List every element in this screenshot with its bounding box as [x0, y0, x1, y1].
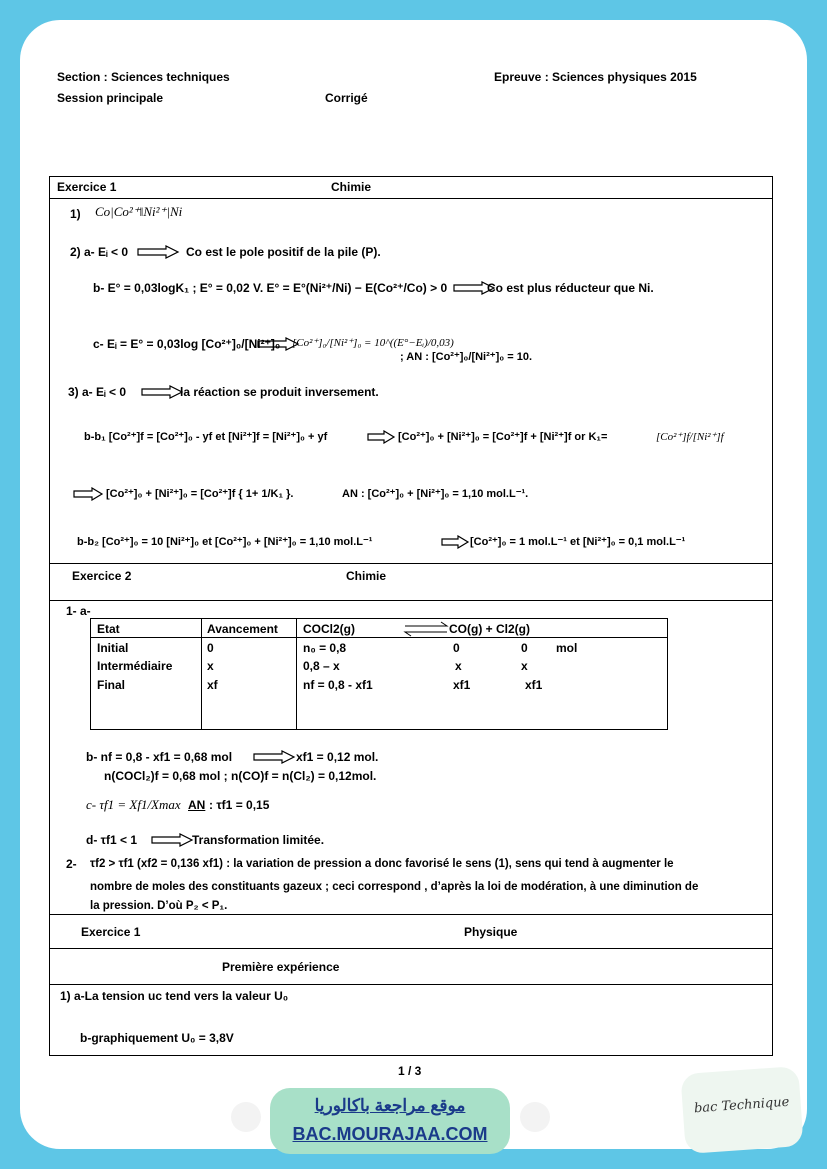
epreuve-label: Epreuve : Sciences physiques 2015	[494, 70, 697, 84]
divider	[49, 563, 772, 564]
answer-box	[49, 176, 773, 1056]
table-cell: Final	[97, 678, 126, 692]
q1d-conclusion: Transformation limitée.	[192, 833, 325, 847]
q3b2-conclusion: [Co²⁺]₀ = 1 mol.L⁻¹ et [Ni²⁺]₀ = 0,1 mol.L⁻¹	[470, 536, 686, 548]
table-cell: xf1	[525, 678, 543, 692]
table-cell: x	[207, 659, 214, 673]
implies-arrow-icon	[440, 535, 470, 549]
section-label: Section : Sciences techniques	[57, 70, 230, 84]
divider	[49, 984, 772, 985]
implies-arrow-icon	[366, 430, 396, 444]
cell-formula: Co|Co²⁺‖Ni²⁺|Ni	[95, 204, 183, 219]
table-cell: xf1	[453, 678, 471, 692]
q2a-label: 2) a- Eᵢ < 0	[70, 245, 129, 259]
implies-arrow-icon	[150, 833, 194, 847]
table-cell: x	[455, 659, 462, 673]
q2-label: 2-	[66, 857, 77, 871]
table-cell: mol	[556, 641, 578, 655]
table-header: Avancement	[207, 622, 278, 636]
q2c-ratio: [Co²⁺]₀/[Ni²⁺]₀ = 10^((E°−Eᵢ)/0,03)	[292, 337, 454, 349]
q1c-an: : τf1 = 0,15	[209, 798, 270, 812]
table-cell: 0	[453, 641, 460, 655]
banner-arabic: موقع مراجعة باكالوريا	[314, 1096, 466, 1115]
site-logo-icon	[520, 1102, 550, 1132]
ex1-physique-subject: Physique	[464, 925, 518, 939]
ex1-chimie-subject: Chimie	[331, 180, 372, 194]
implies-arrow-icon	[252, 750, 296, 764]
bac-technique-badge	[680, 1066, 803, 1154]
q3b1-text: b-b₁ [Co²⁺]f = [Co²⁺]₀ - yf et [Ni²⁺]f = [Ni²⁺]₀ + yf	[84, 431, 328, 443]
q3a-text: la réaction se produit inversement.	[180, 385, 379, 399]
experience-subtitle: Première expérience	[222, 960, 340, 974]
table-cell: 0,8 – x	[303, 659, 340, 673]
equilibrium-arrow-icon	[403, 621, 449, 637]
banner-url[interactable]: BAC.MOURAJAA.COM	[292, 1124, 488, 1144]
table-header: Etat	[97, 622, 120, 636]
table-cell: n₀ = 0,8	[303, 641, 347, 655]
badge-text: bac Technique	[693, 1094, 790, 1117]
divider	[49, 914, 772, 915]
q3b2-text: b-b₂ [Co²⁺]₀ = 10 [Ni²⁺]₀ et [Co²⁺]₀ + [Ni²⁺]₀ = 1,10 mol.L⁻¹	[77, 536, 373, 548]
table-cell: Initial	[97, 641, 129, 655]
page-number: 1 / 3	[398, 1064, 422, 1078]
q1b-conclusion: xf1 = 0,12 mol.	[296, 750, 379, 764]
q1c-an-label: AN	[188, 798, 206, 812]
q1-label: 1)	[70, 207, 81, 221]
table-cell: xf	[207, 678, 218, 692]
implies-arrow-icon	[140, 385, 184, 399]
q2c-text: c- Eᵢ = E° = 0,03log [Co²⁺]₀/[Ni²⁺]₀	[93, 337, 281, 351]
divider	[49, 600, 772, 601]
q3b1-conclusion: [Co²⁺]₀ + [Ni²⁺]₀ = [Co²⁺]f + [Ni²⁺]f or K₁=	[398, 431, 608, 443]
q1b-line2: n(COCl₂)f = 0,68 mol ; n(CO)f = n(Cl₂) = 0,12mol.	[104, 769, 377, 783]
q2-line2: nombre de moles des constituants gazeux ; ceci correspond , d’après la loi de modération, à une diminution de	[90, 881, 699, 893]
q2b-conclusion: Co est plus réducteur que Ni.	[487, 281, 654, 295]
q2c-an: ; AN : [Co²⁺]₀/[Ni²⁺]₀ = 10.	[400, 351, 533, 363]
q2-line1: τf2 > τf1 (xf2 = 0,136 xf1) : la variation de pression a donc favorisé le sens (1), sens qui tend à augmenter le	[90, 858, 674, 870]
corrige-label: Corrigé	[325, 91, 368, 105]
phys-q1b: b-graphiquement U₀ = 3,8V	[80, 1031, 234, 1045]
advancement-table	[90, 618, 668, 730]
ex2-chimie-subject: Chimie	[346, 569, 387, 583]
q1d-text: d- τf1 < 1	[86, 833, 138, 847]
site-banner[interactable]	[270, 1088, 510, 1154]
table-cell: nf = 0,8 - xf1	[303, 678, 373, 692]
table-header: COCl2(g)	[303, 622, 355, 636]
q2-line3: la pression. D’où P₂ < P₁.	[90, 900, 228, 912]
q1a-label: 1- a-	[66, 604, 91, 618]
phys-q1a: 1) a-La tension uc tend vers la valeur U₀	[60, 989, 289, 1003]
session-label: Session principale	[57, 91, 164, 105]
table-header: CO(g) + Cl2(g)	[449, 622, 530, 636]
divider	[49, 948, 772, 949]
implies-arrow-icon	[72, 487, 106, 501]
ex1-chimie-title: Exercice 1	[57, 180, 117, 194]
q2a-text: Co est le pole positif de la pile (P).	[186, 245, 381, 259]
table-cell: 0	[207, 641, 214, 655]
q3b1-an: AN : [Co²⁺]₀ + [Ni²⁺]₀ = 1,10 mol.L⁻¹.	[342, 488, 529, 500]
q2b-text: b- E° = 0,03logK₁ ; E° = 0,02 V. E° = E°(Ni²⁺/Ni) − E(Co²⁺/Co) > 0	[93, 281, 448, 295]
q3b1-k-fraction: [Co²⁺]f/[Ni²⁺]f	[656, 431, 724, 443]
ex1-physique-title: Exercice 1	[81, 925, 141, 939]
q3a-label: 3) a- Eᵢ < 0	[68, 385, 127, 399]
site-logo-icon	[231, 1102, 261, 1132]
table-cell: Intermédiaire	[97, 659, 173, 673]
table-cell: 0	[521, 641, 528, 655]
ex2-chimie-title: Exercice 2	[72, 569, 132, 583]
implies-arrow-icon	[136, 245, 180, 259]
q1b-text: b- nf = 0,8 - xf1 = 0,68 mol	[86, 750, 233, 764]
q3b1-line2: [Co²⁺]₀ + [Ni²⁺]₀ = [Co²⁺]f { 1+ 1/K₁ }.	[106, 488, 294, 500]
q1c-text: c- τf1 = Xf1/Xmax	[86, 797, 181, 812]
table-cell: x	[521, 659, 528, 673]
divider	[49, 198, 772, 199]
